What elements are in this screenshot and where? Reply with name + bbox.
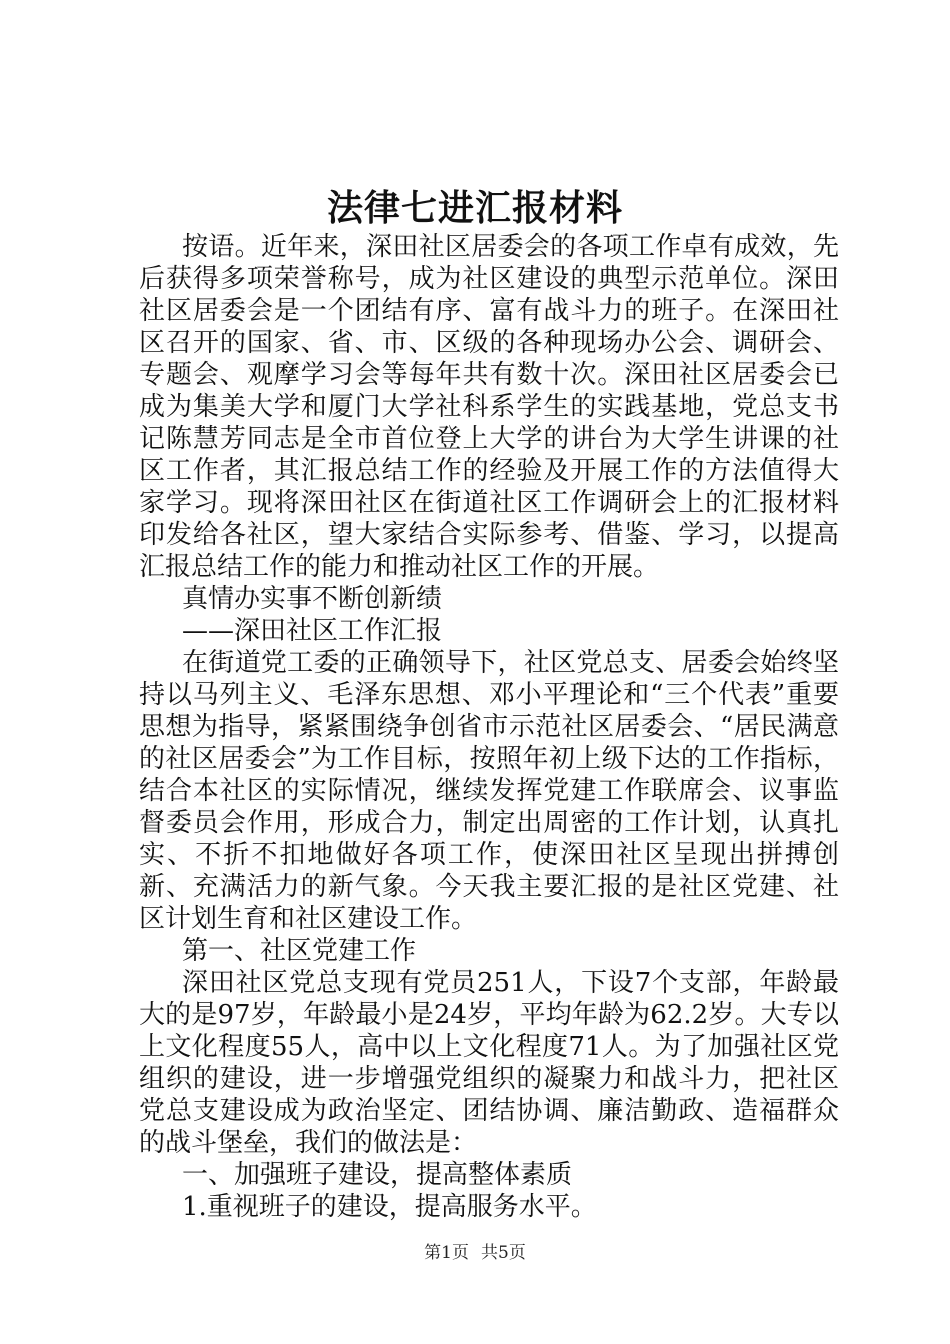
- report-heading: 真情办实事不断创新绩: [182, 584, 443, 614]
- subsection-heading-team-building: 一、加强班子建设，提高整体素质: [182, 1160, 573, 1190]
- document-title: 法律七进汇报材料: [326, 187, 623, 229]
- intro-paragraph: 在街道党工委的正确领导下，社区党总支、居委会始终坚持以马列主义、毛泽东思想、邓小平理论和“三个代表”重要思想为指导，紧紧围绕争创省市示范社区居委会、“居民满意的社区居委会”为工作目标，按照年初上级下达的工作指标，结合本社区的实际情况，继续发挥党建工作联席会、议事监督委员会作用，形成合力，制定出周密的工作计划，认真扎实、不折不扣地做好各项工作，使深田社区呈现出拼搏创新、充满活力的新气象。今天我主要汇报的是社区党建、社区计划生育和社区建设工作。: [139, 648, 839, 934]
- page-total: 共5页: [481, 1243, 526, 1263]
- page-number: 第1页: [424, 1243, 469, 1263]
- list-item-service-level: 1.重视班子的建设，提高服务水平。: [182, 1192, 597, 1222]
- preface-paragraph: 按语。近年来，深田社区居委会的各项工作卓有成效，先后获得多项荣誉称号，成为社区建设的典型示范单位。深田社区居委会是一个团结有序、富有战斗力的班子。在深田社区召开的国家、省、市、区级的各种现场办公会、调研会、专题会、观摩学习会等每年共有数十次。深田社区居委会已成为集美大学和厦门大学社科系学生的实践基地，党总支书记陈慧芳同志是全市首位登上大学的讲台为大学生讲课的社区工作者，其汇报总结工作的经验及开展工作的方法值得大家学习。现将深田社区在街道社区工作调研会上的汇报材料印发给各社区，望大家结合实际参考、借鉴、学习，以提高汇报总结工作的能力和推动社区工作的开展。: [139, 232, 839, 582]
- section-heading-party-building: 第一、社区党建工作: [182, 936, 417, 966]
- report-subtitle: ——深田社区工作汇报: [182, 616, 443, 646]
- page-footer: [0, 1241, 950, 1265]
- document-body: [139, 231, 839, 1223]
- party-branch-paragraph: 深田社区党总支现有党员251人，下设7个支部，年龄最大的是97岁，年龄最小是24岁，平均年龄为62.2岁。大专以上文化程度55人，高中以上文化程度71人。为了加强社区党组织的建设，进一步增强党组织的凝聚力和战斗力，把社区党总支建设成为政治坚定、团结协调、廉洁勤政、造福群众的战斗堡垒，我们的做法是：: [139, 968, 839, 1158]
